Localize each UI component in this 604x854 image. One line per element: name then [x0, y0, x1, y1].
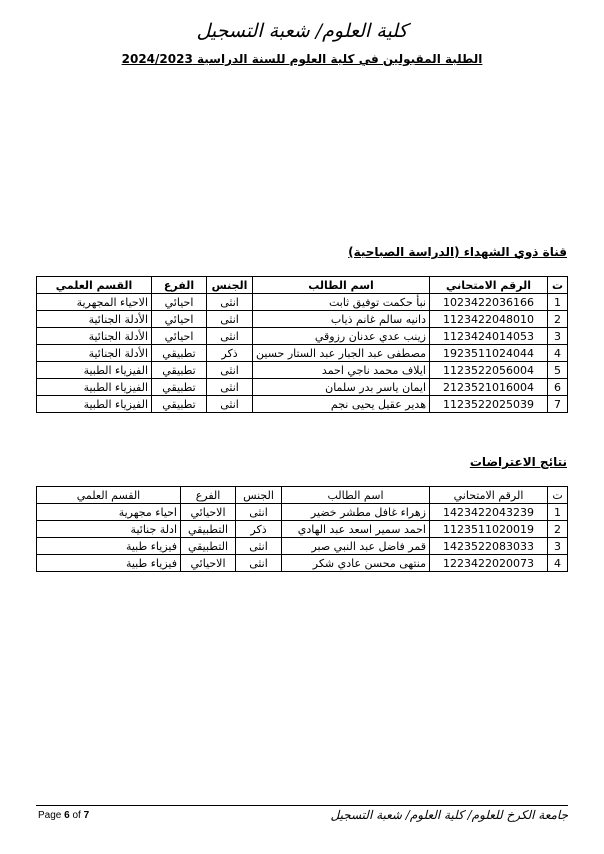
- cell-department: فيزياء طبية: [37, 538, 181, 555]
- cell-branch: تطبيقي: [152, 379, 207, 396]
- cell-gender: ذكر: [236, 521, 282, 538]
- cell-index: 3: [548, 328, 568, 345]
- table-row: [37, 504, 568, 521]
- table-row: [37, 379, 568, 396]
- cell-student-name: منتهى محسن عادي شكر: [282, 555, 430, 572]
- cell-gender: انثى: [207, 396, 253, 413]
- cell-department: الفيزياء الطبية: [37, 396, 152, 413]
- cell-exam-number: 1123424014053: [430, 328, 548, 345]
- admitted-students-table: [36, 276, 568, 413]
- cell-index: 1: [548, 294, 568, 311]
- cell-index: 7: [548, 396, 568, 413]
- table-row: [37, 294, 568, 311]
- cell-student-name: زهراء غافل مطشر خضير: [282, 504, 430, 521]
- cell-department: الأدلة الجنائية: [37, 328, 152, 345]
- cell-student-name: هدير عقيل يحيى نجم: [253, 396, 430, 413]
- cell-gender: انثى: [236, 555, 282, 572]
- section1-title: قناة ذوي الشهداء (الدراسة الصباحية): [348, 245, 567, 259]
- col-branch: الفرع: [181, 487, 236, 504]
- cell-gender: ذكر: [207, 345, 253, 362]
- col-student-name: اسم الطالب: [282, 487, 430, 504]
- cell-gender: انثى: [207, 311, 253, 328]
- cell-branch: تطبيقي: [152, 345, 207, 362]
- objection-results-table: [36, 486, 568, 572]
- cell-department: ادلة جنائية: [37, 521, 181, 538]
- cell-index: 4: [548, 555, 568, 572]
- cell-student-name: ايمان ياسر بدر سلمان: [253, 379, 430, 396]
- col-index: ت: [548, 487, 568, 504]
- cell-gender: انثى: [236, 538, 282, 555]
- handwritten-footer: جامعة الكرخ للعلوم/ كلية العلوم/ شعبة التسجيل: [330, 808, 568, 822]
- cell-branch: الاحيائي: [181, 555, 236, 572]
- col-index: ت: [548, 277, 568, 294]
- col-exam-number: الرقم الامتحاني: [430, 487, 548, 504]
- cell-student-name: ايلاف محمد ناجي احمد: [253, 362, 430, 379]
- cell-department: الأدلة الجنائية: [37, 311, 152, 328]
- cell-gender: انثى: [207, 294, 253, 311]
- cell-branch: الاحيائي: [181, 504, 236, 521]
- cell-exam-number: 1923511024044: [430, 345, 548, 362]
- cell-index: 4: [548, 345, 568, 362]
- cell-student-name: احمد سمير اسعد عبد الهادي: [282, 521, 430, 538]
- cell-department: فيزياء طبية: [37, 555, 181, 572]
- cell-exam-number: 1023422036166: [430, 294, 548, 311]
- cell-gender: انثى: [207, 328, 253, 345]
- cell-branch: احيائي: [152, 294, 207, 311]
- cell-index: 2: [548, 521, 568, 538]
- cell-index: 1: [548, 504, 568, 521]
- cell-branch: التطبيقي: [181, 538, 236, 555]
- cell-branch: احيائي: [152, 328, 207, 345]
- cell-gender: انثى: [207, 379, 253, 396]
- footer-divider: [36, 805, 568, 806]
- page-title: الطلبة المقبولين في كلية العلوم للسنة الدراسية 2024/2023: [121, 52, 483, 66]
- table-row: [37, 345, 568, 362]
- table-header-row: [37, 487, 568, 504]
- col-exam-number: الرقم الامتحاني: [430, 277, 548, 294]
- cell-index: 2: [548, 311, 568, 328]
- cell-exam-number: 1123422048010: [430, 311, 548, 328]
- cell-exam-number: 1123522025039: [430, 396, 548, 413]
- cell-student-name: مصطفى عبد الجبار عبد الستار حسين: [253, 345, 430, 362]
- table-row: [37, 521, 568, 538]
- handwritten-header: كلية العلوم/ شعبة التسجيل: [196, 20, 408, 42]
- cell-student-name: زينب عدي عدنان رزوقي: [253, 328, 430, 345]
- cell-exam-number: 1123522056004: [430, 362, 548, 379]
- col-gender: الجنس: [236, 487, 282, 504]
- cell-department: الأدلة الجنائية: [37, 345, 152, 362]
- col-gender: الجنس: [207, 277, 253, 294]
- cell-department: احياء مجهرية: [37, 504, 181, 521]
- cell-gender: انثى: [207, 362, 253, 379]
- cell-department: الفيزياء الطبية: [37, 379, 152, 396]
- cell-student-name: قمر فاضل عبد النبي صبر: [282, 538, 430, 555]
- cell-student-name: دانيه سالم غانم ذياب: [253, 311, 430, 328]
- col-branch: الفرع: [152, 277, 207, 294]
- cell-student-name: نبأ حكمت توفيق ثابت: [253, 294, 430, 311]
- table-row: [37, 396, 568, 413]
- table-row: [37, 538, 568, 555]
- cell-gender: انثى: [236, 504, 282, 521]
- cell-exam-number: 1423522083033: [430, 538, 548, 555]
- table-row: [37, 311, 568, 328]
- cell-department: الفيزياء الطبية: [37, 362, 152, 379]
- cell-department: الاحياء المجهرية: [37, 294, 152, 311]
- table-header-row: [37, 277, 568, 294]
- col-student-name: اسم الطالب: [253, 277, 430, 294]
- col-department: القسم العلمي: [37, 277, 152, 294]
- cell-index: 6: [548, 379, 568, 396]
- table-row: [37, 362, 568, 379]
- col-department: القسم العلمي: [37, 487, 181, 504]
- cell-branch: تطبيقي: [152, 396, 207, 413]
- cell-branch: تطبيقي: [152, 362, 207, 379]
- cell-index: 5: [548, 362, 568, 379]
- cell-branch: التطبيقي: [181, 521, 236, 538]
- cell-exam-number: 2123521016004: [430, 379, 548, 396]
- cell-index: 3: [548, 538, 568, 555]
- cell-exam-number: 1223422020073: [430, 555, 548, 572]
- table-row: [37, 328, 568, 345]
- cell-exam-number: 1423422043239: [430, 504, 548, 521]
- cell-exam-number: 1123511020019: [430, 521, 548, 538]
- table-row: [37, 555, 568, 572]
- page-number: Page 6 of 7: [38, 810, 90, 821]
- cell-branch: احيائي: [152, 311, 207, 328]
- section2-title: نتائج الاعتراضات: [469, 455, 567, 469]
